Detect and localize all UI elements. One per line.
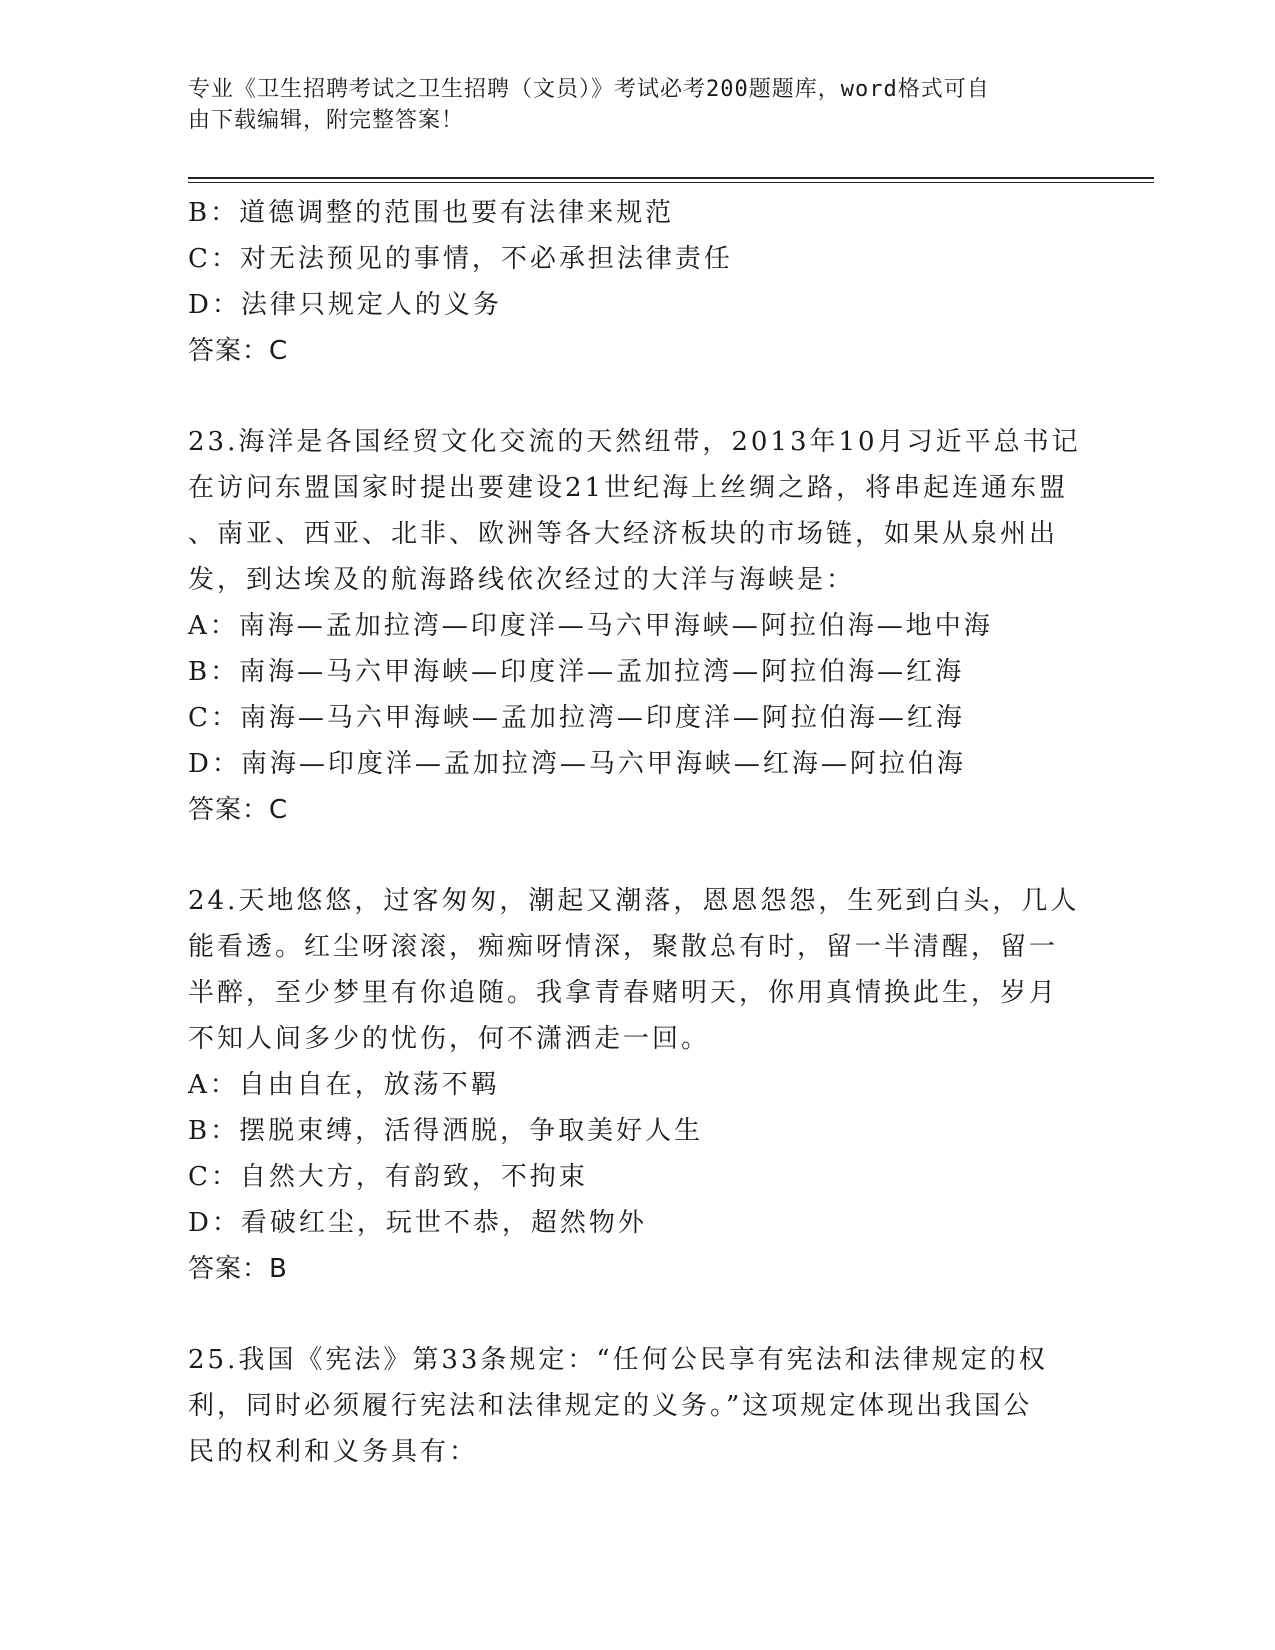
option-d: D：法律只规定人的义务: [188, 290, 502, 320]
question-stem-line: 24.天地悠悠，过客匆匆，潮起又潮落，恩恩怨怨，生死到白头，几人: [188, 886, 1080, 916]
question-23: [188, 419, 1088, 833]
answer-line: 答案：C: [188, 795, 289, 825]
header-line-2: 由下载编辑，附完整答案！: [188, 108, 465, 133]
question-spacer: [188, 1292, 1088, 1337]
answer-line: 答案：C: [188, 336, 289, 366]
question-stem-line: 不知人间多少的忧伤，何不潇洒走一回。: [188, 1024, 711, 1054]
header-divider-thin: [188, 182, 1154, 183]
question-25: [188, 1337, 1088, 1475]
question-spacer: [188, 374, 1088, 419]
header-line-1: 专业《卫生招聘考试之卫生招聘（文员）》考试必考200题题库，word格式可自: [188, 77, 990, 102]
option-d: D：看破红尘，玩世不恭，超然物外: [188, 1208, 647, 1238]
document-header: [188, 74, 1088, 136]
option-c: C：对无法预见的事情，不必承担法律责任: [188, 244, 733, 274]
question-22-tail: [188, 190, 1088, 374]
question-stem-line: 半醉，至少梦里有你追随。我拿青春赌明天，你用真情换此生，岁月: [188, 978, 1059, 1008]
option-a: A：自由自在，放荡不羁: [188, 1070, 500, 1100]
question-stem-line: 民的权利和义务具有：: [188, 1437, 479, 1467]
option-b: B：摆脱束缚，活得洒脱，争取美好人生: [188, 1116, 704, 1146]
option-d: D：南海—印度洋—孟加拉湾—马六甲海峡—红海—阿拉伯海: [188, 749, 966, 779]
question-stem-line: 25.我国《宪法》第33条规定：“任何公民享有宪法和法律规定的权: [188, 1345, 1048, 1375]
option-c: C：自然大方，有韵致，不拘束: [188, 1162, 588, 1192]
question-content: [188, 190, 1088, 1475]
question-stem-line: 能看透。红尘呀滚滚，痴痴呀情深，聚散总有时，留一半清醒，留一: [188, 932, 1059, 962]
question-24: [188, 878, 1088, 1292]
question-spacer: [188, 833, 1088, 878]
option-b: B：南海—马六甲海峡—印度洋—孟加拉湾—阿拉伯海—红海: [188, 657, 965, 687]
header-divider-thick: [188, 177, 1154, 179]
question-stem-line: 利，同时必须履行宪法和法律规定的义务。”这项规定体现出我国公: [188, 1391, 1033, 1421]
option-c: C：南海—马六甲海峡—孟加拉湾—印度洋—阿拉伯海—红海: [188, 703, 965, 733]
option-a: A：南海—孟加拉湾—印度洋—马六甲海峡—阿拉伯海—地中海: [188, 611, 993, 641]
answer-line: 答案：B: [188, 1254, 288, 1284]
question-stem-line: 在访问东盟国家时提出要建设21世纪海上丝绸之路，将串起连通东盟: [188, 473, 1069, 503]
question-stem-line: 、南亚、西亚、北非、欧洲等各大经济板块的市场链，如果从泉州出: [188, 519, 1059, 549]
question-stem-line: 发，到达埃及的航海路线依次经过的大洋与海峡是：: [188, 565, 856, 595]
question-stem-line: 23.海洋是各国经贸文化交流的天然纽带，2013年10月习近平总书记: [188, 427, 1081, 457]
option-b: B：道德调整的范围也要有法律来规范: [188, 198, 675, 228]
